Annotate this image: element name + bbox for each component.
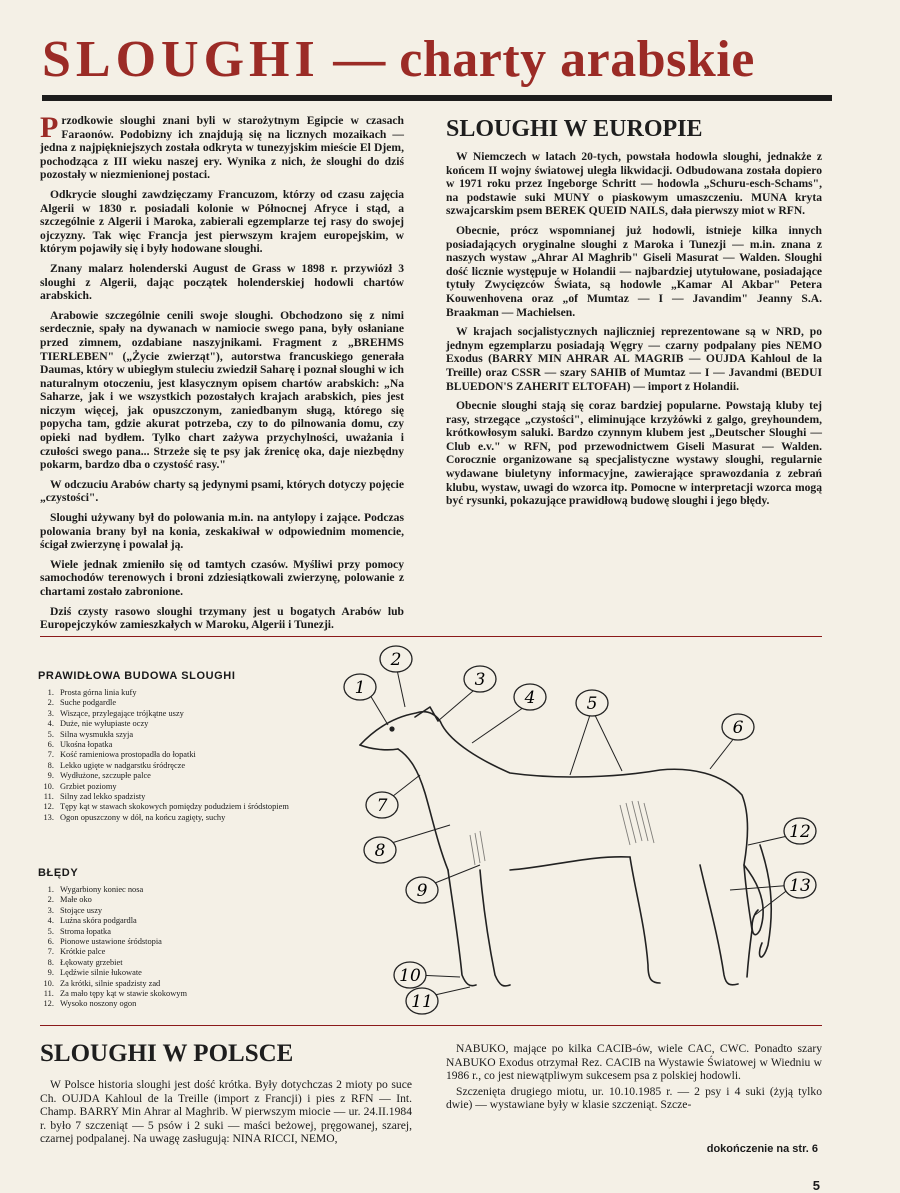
correct-build-item-9: 9. Wydłużone, szczupłe palce <box>56 771 338 781</box>
intro-paragraph-3: Znany malarz holenderski August de Grass w 1898 r. przywiózł 3 sloughi z Algerii, dając początek holenderskiej hodowli chartów arabskich. <box>40 261 404 303</box>
intro-paragraph-4: Arabowie szczególnie cenili swoje sloughi. Obchodzono się z nimi serdecznie, spały na dywanach w namiocie swego pana, były osłaniane przed zimnem, ozdabiane naszyjnikami. Fragment z „BREHMS TIERLEBEN" („Życie zwierząt"), autorstwa francuskiego generała Daumas, który w ubiegłym stuleciu zwiedził Saharę i poznał sloughi w ich naturalnym otoczeniu, jest klasycznym opisem chartów arabskich: „Na Saharze, jak i we wszystkich pozostałych krajach arabskich, pies jest niczym więcej, jak opuszczonym, zaniedbanym sługą, którego się popycha tam, gdzie akurat potrzeba, czy to do pilnowania domu, czy opieki nad bydłem. Tylko chart zażywa przychylności, uważania i czułości swego pana... Strzeże się te psy jak źrenicę oka, daje niezbędny pokarm, bardzo dba o czystość rasy." <box>40 308 404 472</box>
callout-label-11: 11 <box>411 992 433 1012</box>
callout-markers <box>344 646 816 1014</box>
correct-build-item-1: 1. Prosta górna linia kufy <box>56 688 338 698</box>
correct-build-item-13: 13. Ogon opuszczony w dół, na końcu zagięty, suchy <box>56 813 338 823</box>
correct-build-item-6: 6. Ukośna łopatka <box>56 740 338 750</box>
correct-build-items <box>38 688 338 823</box>
correct-build-item-4: 4. Duże, nie wyłupiaste oczy <box>56 719 338 729</box>
intro-paragraph-2: Odkrycie sloughi zawdzięczamy Francuzom, którzy od czasu zajęcia Algerii w 1830 r. posiadali kolonie w Północnej Afryce i stąd, a szczególnie z Algerii i Maroka, zabierali egzemplarze tej rasy do swojej ojczyzny. Tak więc Francja jest pierwszym krajem europejskim, w którym pojawiły się i były hodowane sloughi. <box>40 187 404 256</box>
dog-diagram <box>330 645 830 1015</box>
intro-paragraph-8: Dziś czysty rasowo sloughi trzymany jest u bogatych Arabów lub Europejczyków zamieszkałych w Maroku, Algerii i Tunezji. <box>40 604 404 632</box>
europe-paragraph-3: W krajach socjalistycznych najliczniej reprezentowane są w NRD, po jednym egzemplarzu posiadają Węgry — czarny podpalany pies NEMO Exodus (BARRY MIN AHRAR AL MAGRIB — OUJDA Kahloul de la Treille) oraz CSSR — szary SAHIB of Mumtaz — I — Javandmi (BEDUI BLUEDON'S ZAHERIT ELTOFAH) — import z Holandii. <box>446 325 822 393</box>
page-title <box>42 30 832 90</box>
dog-shading <box>470 801 654 865</box>
callout-label-13: 13 <box>789 876 811 896</box>
fault-item-7: 7. Krótkie palce <box>56 947 338 957</box>
europe-heading: SLOUGHI W EUROPIE <box>446 116 703 142</box>
faults-items <box>38 885 338 1010</box>
callout-label-2: 2 <box>390 650 402 670</box>
callout-label-8: 8 <box>374 841 386 861</box>
correct-build-heading: PRAWIDŁOWA BUDOWA SLOUGHI <box>38 670 236 682</box>
callout-label-1: 1 <box>354 678 366 698</box>
correct-build-item-12: 12. Tępy kąt w stawach skokowych pomiędzy podudziem i śródstopiem <box>56 802 338 812</box>
correct-build-item-3: 3. Wiszące, przylegające trójkątne uszy <box>56 709 338 719</box>
fault-item-5: 5. Stroma łopatka <box>56 927 338 937</box>
callout-label-5: 5 <box>586 694 598 714</box>
fault-item-1: 1. Wygarbiony koniec nosa <box>56 885 338 895</box>
callout-label-3: 3 <box>474 670 486 690</box>
fault-item-6: 6. Pionowe ustawione śródstopia <box>56 937 338 947</box>
drop-cap: P <box>40 111 59 144</box>
fault-item-11: 11. Za mało tępy kąt w stawie skokowym <box>56 989 338 999</box>
fault-item-10: 10. Za krótki, silnie spadzisty zad <box>56 979 338 989</box>
europe-paragraph-1: W Niemczech w latach 20-tych, powstała hodowla sloughi, jednakże z końcem II wojny światowej uległa likwidacji. Odbudowana została dopiero w 1971 roku przez Ingeborge Schritt — hodowla „Schuru-esch-Schams", na podstawie suki MUNY o piaskowym umaszczeniu. MUNA kryta szwajcarskim psem BEREK QUEID NAILS, dała pierwszy miot w RFN. <box>446 150 822 218</box>
section-divider-bottom <box>40 1025 822 1026</box>
europe-paragraph-2: Obecnie, prócz wspomnianej już hodowli, istnieje kilka innych posiadających oryginalne sloughi z Maroka i Tunezji — m.in. znana z naszych wystaw „Ahrar Al Maghrib" Giseli Masurat — Walden. Sloughi dość licznie występuje w Holandii — najbardziej utytułowane, posiadające tytuły Zwycięzców Świata, są hodowle „Kamar Al Akbar" Petera Kouwenhovena oraz „of Mumtaz — I — Javandim" Jeanny S.A. Braakman — Machielsen. <box>446 223 822 319</box>
poland-column-1 <box>40 1078 412 1148</box>
fault-item-2: 2. Małe oko <box>56 895 338 905</box>
correct-build-item-7: 7. Kość ramieniowa prostopadła do łopatki <box>56 750 338 760</box>
correct-build-item-10: 10. Grzbiet poziomy <box>56 782 338 792</box>
fault-item-3: 3. Stojące uszy <box>56 906 338 916</box>
poland-paragraph-3: Szczenięta drugiego miotu, ur. 10.10.1985 r. — 2 psy i 4 suki (żyją tylko dwie) — wystawiane były w klasie szczeniąt. Szcze- <box>446 1084 822 1112</box>
poland-heading: SLOUGHI W POLSCE <box>40 1040 294 1067</box>
correct-build-item-5: 5. Silna wysmukła szyja <box>56 730 338 740</box>
page-number: 5 <box>812 1178 820 1193</box>
section-divider-top <box>40 636 822 637</box>
title-part-2: — charty arabskie <box>333 31 755 88</box>
callout-label-4: 4 <box>524 688 536 708</box>
poland-column-2 <box>446 1042 822 1114</box>
continued-note: dokończenie na str. 6 <box>706 1143 818 1155</box>
fault-item-4: 4. Luźna skóra podgardla <box>56 916 338 926</box>
fault-item-12: 12. Wysoko noszony ogon <box>56 999 338 1009</box>
intro-paragraph-6: Sloughi używany był do polowania m.in. na antylopy i zające. Podczas polowania brany był na konia, zeskakiwał w odpowiednim momencie, ścigał zwierzynę i powalał ją. <box>40 511 404 552</box>
intro-paragraph-5: W odczuciu Arabów charty są jedynymi psami, których dotyczy pojęcie „czystości". <box>40 477 404 505</box>
intro-paragraph-7: Wiele jednak zmieniło się od tamtych czasów. Myśliwi przy pomocy samochodów terenowych i broni zdziesiątkowali zwierzynę, polowanie z chartami zostało zabronione. <box>40 557 404 598</box>
intro-paragraph-1 <box>40 111 404 182</box>
correct-build-item-2: 2. Suche podgardle <box>56 698 338 708</box>
callout-label-10: 10 <box>399 966 421 986</box>
intro-paragraph-1-text: rzodkowie sloughi znani byli w starożytnym Egipcie w czasach Faraonów. Podobizny ich znajdują się na licznych mozaikach — jedna z najpiękniejszych została odkryta w tunezyjskim mieście El Djem, pochodząca z III wieku naszej ery. Wynika z nich, że sloughi do dziś pozostały w niezmienionej postaci. <box>40 114 404 182</box>
fault-item-9: 9. Lędźwie silnie łukowate <box>56 968 338 978</box>
poland-paragraph-2: NABUKO, mające po kilka CACIB-ów, wiele CAC, CWC. Ponadto szary NABUKO Exodus otrzymał Rez. CACIB na Wystawie Światowej w Wiedniu w 1986 r., co jest niewątpliwym sukcesem psa z polskiej hodowli. <box>446 1042 822 1083</box>
callout-label-12: 12 <box>789 822 811 842</box>
title-part-1: SLOUGHI <box>42 31 320 88</box>
correct-build-item-11: 11. Silny zad lekko spadzisty <box>56 792 338 802</box>
faults-heading: BŁĘDY <box>38 867 79 879</box>
dog-outline <box>360 707 771 986</box>
callout-label-7: 7 <box>376 796 388 816</box>
intro-column <box>40 111 404 638</box>
correct-build-item-8: 8. Lekko ugięte w nadgarstku śródręcze <box>56 761 338 771</box>
faults-list <box>38 867 338 1010</box>
europe-column <box>446 150 822 514</box>
callout-label-9: 9 <box>416 881 428 901</box>
fault-item-8: 8. Łękowaty grzebiet <box>56 958 338 968</box>
poland-paragraph-1: W Polsce historia sloughi jest dość krótka. Były dotychczas 2 mioty po suce Ch. OUJDA Kahloul de la Treille (import z Francji) i pies z RFN — Int. Champ. BARRY Min Ahrar al Maghrib. W pierwszym miocie — ur. 24.II.1984 r. było 7 szczeniąt — 5 psów i 2 suki — maści beżowej, pręgowanej, szarej, czarnej podpalanej. Na uwagę zasługują: NINA RICCI, NEMO, <box>40 1078 412 1146</box>
correct-build-list <box>38 670 338 823</box>
title-rule <box>42 95 832 101</box>
callout-label-6: 6 <box>732 718 744 738</box>
europe-paragraph-4: Obecnie sloughi stają się coraz bardziej popularne. Powstają kluby tej rasy, strzegące „czystości", eliminujące krzyżówki z galgo, greyhoundem, krótkowłosym saluki. Bardzo czynnym klubem jest „Deutscher Sloughi — Club e.v." w RFN, pod przewodnictwem Giseli Masurat — Walden. Corocznie organizowane są specjalistyczne wystawy sloughi, regularnie wydawane biuletyny informacyjne, zawierające sprawozdania z zebrań klubu, wystaw, uwagi do wzorca itp. Pomocne w interpretacji wzorca mogą być rysunki, pokazujące prawidłową budowę sloughi i jego błędy. <box>446 399 822 508</box>
